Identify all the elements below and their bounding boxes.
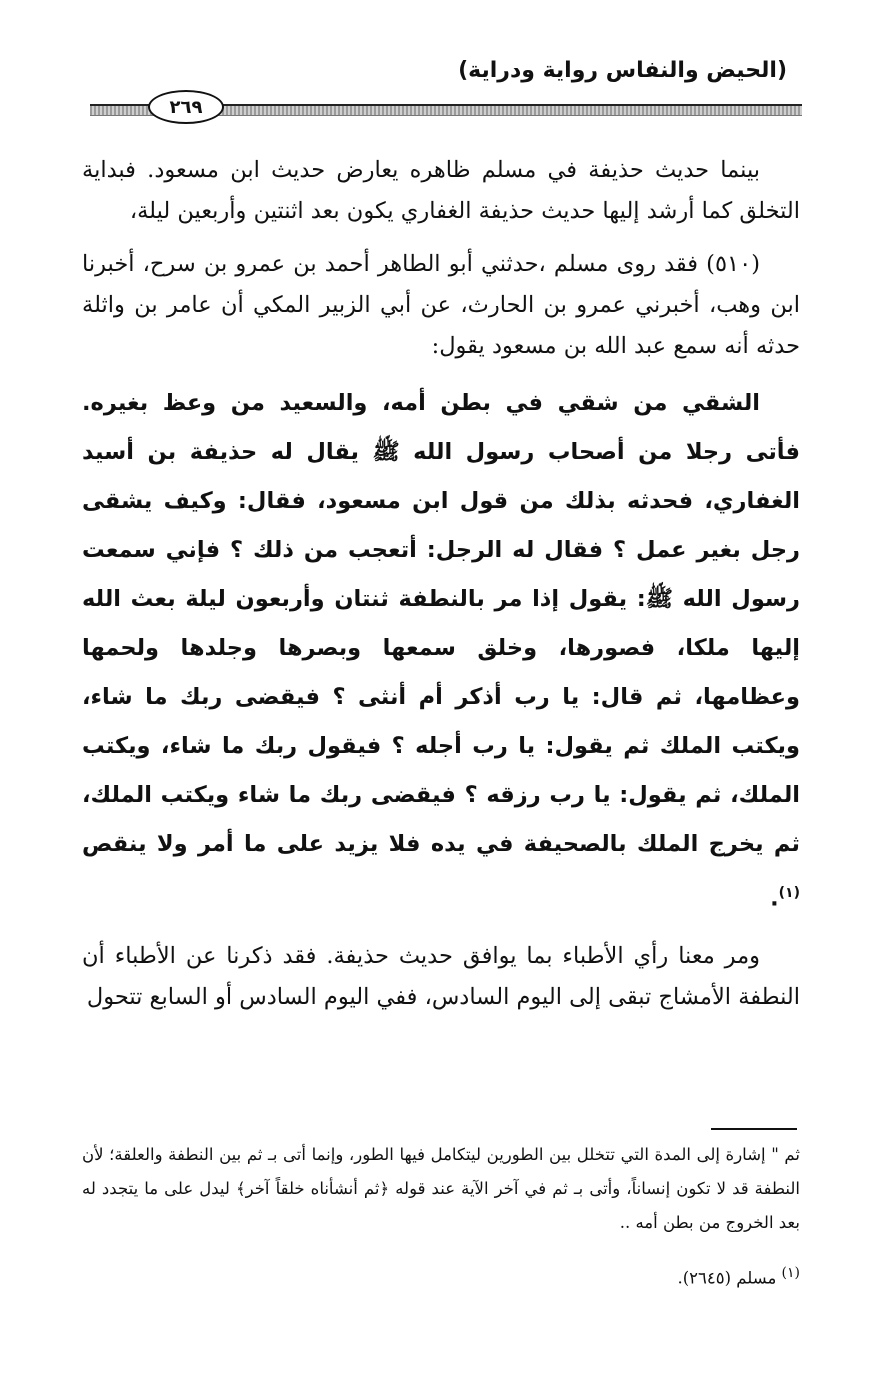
paragraph-doctors: ومر معنا رأي الأطباء بما يوافق حديث حذيفة. فقد ذكرنا عن الأطباء أن النطفة الأمشاج تبقى إلى اليوم السادس، ففي اليوم السادس أو السابع تتحول: [82, 942, 800, 1010]
footnotes: [82, 1138, 800, 1296]
body-text: [82, 150, 800, 1030]
footnote-reference: [82, 1256, 800, 1296]
footnote-ref-marker: (١): [781, 1265, 800, 1281]
footnote-marker: (١): [778, 885, 800, 901]
hadith-end: .: [770, 885, 779, 912]
footnote-rule: [711, 1128, 797, 1130]
paragraph-isnad: (٥١٠) فقد روى مسلم ،حدثني أبو الطاهر أحمد بن عمرو بن سرح، أخبرنا ابن وهب، أخبرني عمرو بن الحارث، عن أبي الزبير المكي أن عامر بن واثلة حدثه أنه سمع عبد الله بن مسعود يقول:: [82, 251, 800, 359]
footnote-continuation: ثم " إشارة إلى المدة التي تتخلل بين الطورين ليتكامل فيها الطور، وإنما أتى بـ ثم بين النطفة والعلقة؛ لأن النطفة قد لا تكون إنساناً، وأتى بـ ثم في آخر الآية عند قوله ﴿ثم أنشأناه خلقاً آخر﴾ ليدل على ما يتجدد له بعد الخروج من بطن أمه ..: [82, 1145, 800, 1232]
footnote-ref-text: مسلم (٢٦٤٥).: [677, 1268, 777, 1288]
paragraph-hadith: [82, 379, 800, 924]
running-header: (الحيض والنفاس رواية ودراية): [458, 58, 787, 83]
page-number: ٢٦٩: [148, 90, 224, 124]
paragraph-intro: بينما حديث حذيفة في مسلم ظاهره يعارض حديث ابن مسعود. فبداية التخلق كما أرشد إليها حديث حذيفة الغفاري يكون بعد اثنتين وأربعين ليلة،: [82, 157, 800, 224]
hadith-text: الشقي من شقي في بطن أمه، والسعيد من وعظ بغيره. فأتى رجلا من أصحاب رسول الله ﷺ يقال له حذيفة بن أسيد الغفاري، فحدثه بذلك من قول ابن مسعود، فقال: وكيف يشقى رجل بغير عمل ؟ فقال له الرجل: أتعجب من ذلك ؟ فإني سمعت رسول الله ﷺ: يقول إذا مر بالنطفة ثنتان وأربعون ليلة بعث الله إليها ملكا، فصورها، وخلق سمعها وبصرها وجلدها ولحمها وعظامها، ثم قال: يا رب أذكر أم أنثى ؟ فيقضى ربك ما شاء، ويكتب الملك ثم يقول: يا رب أجله ؟ فيقول ربك ما شاء، ويكتب الملك، ثم يقول: يا رب رزقه ؟ فيقضى ربك ما شاء ويكتب الملك، ثم يخرج الملك بالصحيفة في يده فلا يزيد على ما أمر ولا ينقص: [82, 390, 800, 857]
